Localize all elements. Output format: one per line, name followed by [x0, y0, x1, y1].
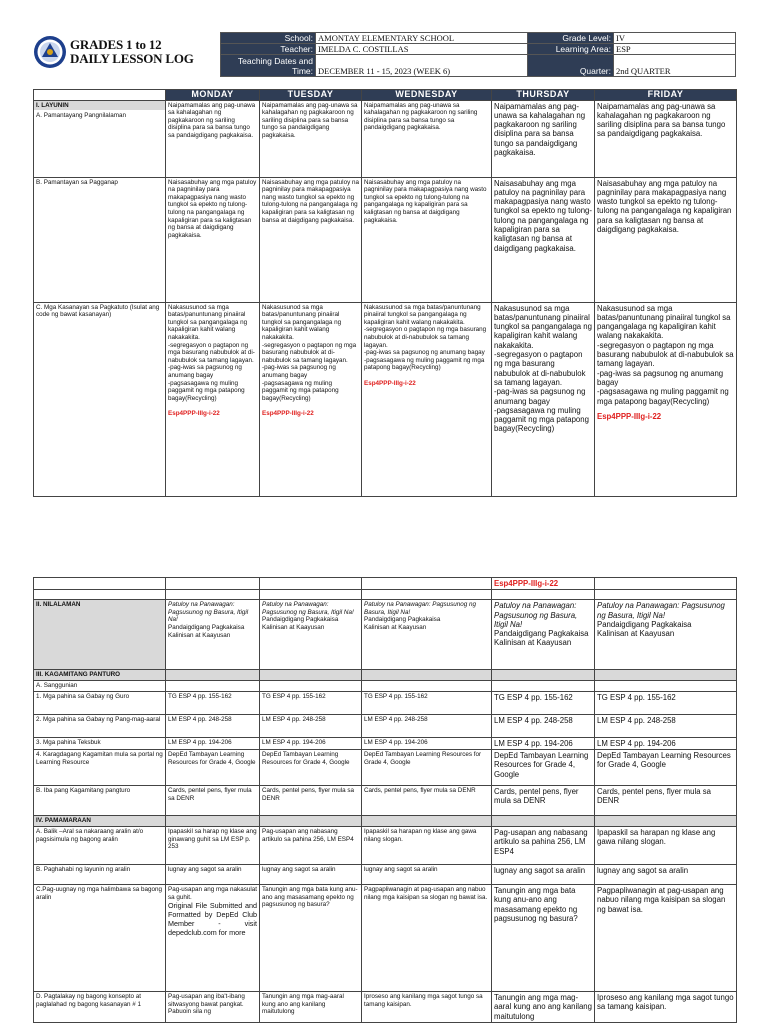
topic-subtopics: Pandaigdigang Pagkakaisa Kalinisan at Kaayusan: [168, 624, 245, 639]
cell-thursday: lugnay ang sagot sa aralin: [492, 865, 595, 885]
teacher-value: IMELDA C. COSTILLAS: [316, 44, 528, 55]
topic-title: Patuloy na Panawagan: Pagsusunog ng Basura, Itigil Na!: [597, 601, 725, 620]
learning-competencies-row: [34, 302, 737, 496]
topic-title: Patuloy na Panawagan: Pagsusunog ng Basura, Itigil Na!: [168, 601, 249, 624]
topic-subtopics: Pandaigdigang Pagkakaisa Kalinisan at Kaayusan: [494, 629, 589, 648]
cell-friday: Ipapaskil sa harapan ng klase ang gawa nilang slogan.: [595, 827, 737, 865]
cell-blank: [34, 578, 166, 590]
topic-subtopics: Pandaigdigang Pagkakaisa Kalinisan at Kaayusan: [597, 619, 692, 639]
cell-tuesday: Cards, pentel pens, flyer mula sa DENR: [260, 786, 362, 816]
cell-monday: Naisasabuhay ang mga patuloy na pagninilay para makapagpasiya nang wasto tungkol sa epekto ng tulong-tulong na pangangalaga ng kapaligiran para sa kaligtasan ng bansa at daigdigang pagkakaisa.: [166, 177, 260, 302]
teacher-label: Teacher:: [221, 44, 316, 55]
grade-label: Grade Level:: [528, 33, 614, 44]
cell-blank: [595, 670, 737, 681]
cell-wednesday: Naisasabuhay ang mga patuloy na pagninilay para makapagpasiya nang wasto tungkol sa epekto ng tulong-tulong na pangangalaga ng kapaligiran para sa kaligtasan ng bansa at daigdigang pagkakaisa.: [362, 177, 492, 302]
info-table: [220, 32, 736, 77]
cell-monday: Pag-usapan ang iba't-ibang sitwasyong bawat pangkat. Pabuoin sila ng: [166, 992, 260, 1023]
cell-wednesday: lugnay ang sagot sa aralin: [362, 865, 492, 885]
content-procedure-table: [33, 577, 737, 1023]
competency-code: Esp4PPP-IIIg-i-22: [262, 410, 314, 418]
objectives-table: [33, 89, 737, 497]
cell-thursday: Naisasabuhay ang mga patuloy na pagninilay para makapagpasiya nang wasto tungkol sa epekto ng tulong-tulong na pangangalaga ng kapaligiran para sa kaligtasan ng bansa at daigdigang pagkakaisa.: [492, 177, 595, 302]
examples-row: [34, 885, 737, 992]
competencies-text: Nakasusunod sa mga batas/panuntunang pinaiiral tungkol sa pangangalaga ng kapaligiran kahit walang nakakakita. -segregasyon o pagtapon ng mga basurang nabubulok at di-nabubulok sa tamang lagayan. -pag-iwas sa pagsunog ng anumang bagay -pagsasagawa ng muling paggamit ng mga patapong bagay(Recycling): [364, 303, 487, 372]
cell-blank: [362, 670, 492, 681]
cell-friday: LM ESP 4 pp. 248-258: [595, 714, 737, 737]
other-materials-row: [34, 786, 737, 816]
discussion-row: [34, 992, 737, 1023]
cell-friday: Pagpapliwanagin at pag-usapan ang nabuo nilang mga kaisipan sa slogan ng bawat isa.: [595, 885, 737, 992]
nilalaman-row: [34, 600, 737, 670]
cell-blank: [492, 590, 595, 600]
competencies-text: Nakasusunod sa mga batas/panuntunang pinaiiral tungkol sa pangangalaga ng kapaligiran kahit walang nakakakita. -segregasyon o pagtapon ng mga basurang nabubulok at di-nabubulok sa tamang lagayan. -pag-iwas sa pagsunog ng anumang bagay -pagsasagawa ng muling paggamit ng mga patapong bagay(Recycling): [597, 303, 734, 406]
title-line-2: DAILY LESSON LOG: [70, 51, 194, 66]
cell-monday: Cards, pentel pens, flyer mula sa DENR: [166, 786, 260, 816]
cell-blank: [492, 681, 595, 692]
day-header-monday: MONDAY: [166, 90, 260, 101]
cell-tuesday: TG ESP 4 pp. 155-162: [260, 691, 362, 714]
cell-blank: [595, 816, 737, 827]
day-header-wednesday: WEDNESDAY: [362, 90, 492, 101]
cell-blank: [595, 578, 737, 590]
cell-wednesday: Iproseso ang kanilang mga sagot tungo sa tamang kaisipan.: [362, 992, 492, 1023]
cell-blank: [362, 590, 492, 600]
teacher-guide-row: [34, 691, 737, 714]
cell-friday: lugnay ang sagot sa aralin: [595, 865, 737, 885]
label-discussion: D. Pagtalakay ng bagong konsepto at paglalahad ng bagong kasanayan # 1: [34, 992, 166, 1023]
cell-blank: [260, 670, 362, 681]
cell-wednesday: LM ESP 4 pp. 248-258: [362, 714, 492, 737]
quarter-label: Quarter:: [528, 55, 614, 77]
label-performance-standard: B. Pamantayan sa Pagganap: [34, 177, 166, 302]
cell-wednesday: Naipamamalas ang pag-unawa sa kahalagahan ng pagkakaroon ng sariling disiplina para sa bansa tungo sa pandaigdigang pagkakaisa.: [362, 100, 492, 177]
day-header-tuesday: TUESDAY: [260, 90, 362, 101]
label-sanggunian: A. Sanggunian: [34, 681, 166, 692]
topic-subtopics: Pandaigdigang Pagkakaisa Kalinisan at Kaayusan: [364, 616, 441, 632]
label-examples: C.Pag-uugnay ng mga halimbawa sa bagong aralin: [34, 885, 166, 992]
label-learner-materials: 2. Mga pahina sa Gabay ng Pang-mag-aaral: [34, 714, 166, 737]
cell-blank: [595, 590, 737, 600]
row-label: [34, 100, 166, 177]
cell-blank: [492, 816, 595, 827]
label-textbook: 3. Mga pahina Teksbuk: [34, 737, 166, 749]
cell-friday: TG ESP 4 pp. 155-162: [595, 691, 737, 714]
cell-monday: Naipamamalas ang pag-unawa sa kahalagahan ng pagkakaroon ng sariling disiplina para sa bansa tungo sa pandaigdigang pagkakaisa.: [166, 100, 260, 177]
cell-tuesday: Pag-usapan ang nabasang artikulo sa pahina 256, LM ESP4: [260, 827, 362, 865]
cell-wednesday: Pagpapliwanagin at pag-usapan ang nabuo nilang mga kaisipan sa slogan ng bawat isa.: [362, 885, 492, 992]
cell-blank: [362, 578, 492, 590]
cell-friday: Naisasabuhay ang mga patuloy na pagninilay para makapagpasiya nang wasto tungkol sa epekto ng tulong-tulong na pangangalaga ng kapaligiran para sa kaligtasan ng bansa at daigdigang pagkakaisa.: [595, 177, 737, 302]
lesson-log-header: [33, 32, 736, 79]
cell-thursday: [492, 302, 595, 496]
cell-blank: [492, 670, 595, 681]
cell-tuesday: [260, 302, 362, 496]
cell-blank: [166, 681, 260, 692]
cell-thursday: Tanungin ang mga mag-aaral kung ano ang kanilang maitutulong: [492, 992, 595, 1023]
pamamaraan-row: [34, 816, 737, 827]
cell-thursday: Tanungin ang mga bata kung anu-ano ang masasamang epekto ng pagsusunog ng basura?: [492, 885, 595, 992]
cell-friday: DepEd Tambayan Learning Resources for Grade 4, Google: [595, 750, 737, 786]
label-learning-competencies: C. Mga Kasanayan sa Pagkatuto (Isulat ang code ng bawat kasanayan): [34, 302, 166, 496]
cell-blank: [362, 681, 492, 692]
cell-monday: [166, 600, 260, 670]
examples-text: Pag-usapan ang mga nakasulat sa guhit.: [168, 886, 257, 901]
quarter-value: 2nd QUARTER: [614, 55, 736, 77]
cell-tuesday: LM ESP 4 pp. 248-258: [260, 714, 362, 737]
label-learning-resource: 4. Karagdagang Kagamitan mula sa portal ng Learning Resource: [34, 750, 166, 786]
cell-thursday: Cards, pentel pens, flyer mula sa DENR: [492, 786, 595, 816]
performance-standard-row: [34, 177, 737, 302]
cell-tuesday: Naipamamalas ang pag-unawa sa kahalagahan ng pagkakaroon ng sariling disiplina para sa bansa tungo sa pandaigdigang pagkakaisa.: [260, 100, 362, 177]
cell-friday: [595, 302, 737, 496]
cell-monday: TG ESP 4 pp. 155-162: [166, 691, 260, 714]
section-kagamitan: III. KAGAMITANG PANTURO: [34, 670, 166, 681]
cell-blank: [260, 681, 362, 692]
textbook-row: [34, 737, 737, 749]
cell-wednesday: DepEd Tambayan Learning Resources for Grade 4, Google: [362, 750, 492, 786]
cell-blank: [166, 816, 260, 827]
label-other-materials: B. Iba pang Kagamitang pangturo: [34, 786, 166, 816]
kagamitan-row: [34, 670, 737, 681]
source-note: Original File Submitted and Formatted by DepEd Club Member - visit depedclub.com for more: [168, 901, 257, 938]
cell-monday: LM ESP 4 pp. 248-258: [166, 714, 260, 737]
cell-friday: [595, 600, 737, 670]
topic-subtopics: Pandaigdigang Pagkakaisa Kalinisan at Kaayusan: [262, 616, 339, 632]
cell-tuesday: Tanungin ang mga mag-aaral kung ano ang kanilang maitutulong: [260, 992, 362, 1023]
cell-wednesday: [362, 302, 492, 496]
cell-blank: [595, 681, 737, 692]
topic-title: Patuloy na Panawagan: Pagsusunog ng Basura, Itigil Na!: [262, 601, 354, 616]
section-layunin: I. LAYUNIN: [34, 101, 165, 111]
purpose-row: [34, 865, 737, 885]
review-row: [34, 827, 737, 865]
cell-thursday: DepEd Tambayan Learning Resources for Grade 4, Google: [492, 750, 595, 786]
learning-area-label: Learning Area:: [528, 44, 614, 55]
cell-monday: DepEd Tambayan Learning Resources for Grade 4, Google: [166, 750, 260, 786]
competencies-text: Nakasusunod sa mga batas/panuntunang pinaiiral tungkol sa pangangalaga ng kapaligiran kahit walang nakakakita. -segregasyon o pagtapon ng mga basurang nabubulok at di-nabubulok sa tamang lagayan. -pag-iwas sa pagsunog ng anumang bagay -pagsasagawa ng muling paggamit ng mga patapong bagay(Recycling): [168, 303, 255, 402]
learner-materials-row: [34, 714, 737, 737]
cell-blank: [260, 578, 362, 590]
cell-tuesday: Naisasabuhay ang mga patuloy na pagninilay para makapagpasiya nang wasto tungkol sa epekto ng tulong-tulong na pangangalaga ng kapaligiran para sa kaligtasan ng bansa at daigdigang pagkakaisa.: [260, 177, 362, 302]
spacer-row: [34, 590, 737, 600]
document-title: [70, 38, 194, 66]
cell-monday: lugnay ang sagot sa aralin: [166, 865, 260, 885]
dates-label-line-2: Time:: [292, 65, 313, 76]
cell-thursday-code: Esp4PPP-IIIg-i-22: [492, 578, 595, 590]
learning-area-value: ESP: [614, 44, 736, 55]
cell-wednesday: Ipapaskil sa harapan ng klase ang gawa nilang slogan.: [362, 827, 492, 865]
school-value: AMONTAY ELEMENTARY SCHOOL: [316, 33, 528, 44]
dates-value: DECEMBER 11 - 15, 2023 (WEEK 6): [316, 55, 528, 77]
content-standard-row: [34, 100, 737, 177]
day-header-blank: [34, 90, 166, 101]
cell-tuesday: lugnay ang sagot sa aralin: [260, 865, 362, 885]
cell-thursday: [492, 600, 595, 670]
cell-thursday: Naipamamalas ang pag-unawa sa kahalagahan ng pagkakaroon ng sariling disiplina para sa bansa tungo sa pandaigdigang pagkakaisa.: [492, 100, 595, 177]
cell-blank: [166, 578, 260, 590]
cell-wednesday: Cards, pentel pens, flyer mula sa DENR: [362, 786, 492, 816]
cell-monday: [166, 302, 260, 496]
title-line-1: GRADES 1 to 12: [70, 37, 162, 52]
day-header-row: [34, 90, 737, 101]
cell-tuesday: Tanungin ang mga bata kung anu-ano ang masasamang epekto ng pagsusunog ng basura?: [260, 885, 362, 992]
dates-label: [221, 55, 316, 77]
cell-thursday: LM ESP 4 pp. 194-206: [492, 737, 595, 749]
cell-thursday: TG ESP 4 pp. 155-162: [492, 691, 595, 714]
dates-label-line-1: Teaching Dates and: [237, 55, 313, 66]
school-label: School:: [221, 33, 316, 44]
cell-wednesday: TG ESP 4 pp. 155-162: [362, 691, 492, 714]
label-content-standard: A. Pamantayang Pangnilalaman: [36, 112, 126, 120]
competencies-text: Nakasusunod sa mga batas/panuntunang pinaiiral tungkol sa pangangalaga ng kapaligiran kahit walang nakakakita. -segregasyon o pagtapon ng mga basurang nabubulok at di-nabubulok sa tamang lagayan. -pag-iwas sa pagsunog ng anumang bagay -pagsasagawa ng muling paggamit ng mga patapong bagay(Recycling): [494, 303, 592, 434]
cell-tuesday: LM ESP 4 pp. 194-206: [260, 737, 362, 749]
cell-tuesday: DepEd Tambayan Learning Resources for Grade 4, Google: [260, 750, 362, 786]
cell-friday: LM ESP 4 pp. 194-206: [595, 737, 737, 749]
topic-title: Patuloy na Panawagan: Pagsusunog ng Basura, Itigil Na!: [494, 601, 578, 629]
learning-resource-row: [34, 750, 737, 786]
cell-friday: Cards, pentel pens, flyer mula sa DENR: [595, 786, 737, 816]
cell-monday: [166, 885, 260, 992]
cell-blank: [362, 816, 492, 827]
section-pamamaraan: IV. PAMAMARAAN: [34, 816, 166, 827]
competency-code: Esp4PPP-IIIg-i-22: [168, 410, 220, 418]
cell-wednesday: LM ESP 4 pp. 194-206: [362, 737, 492, 749]
carryover-row: [34, 578, 737, 590]
day-header-thursday: THURSDAY: [492, 90, 595, 101]
deped-seal-icon: [33, 35, 67, 69]
cell-blank: [34, 590, 166, 600]
competency-code: Esp4PPP-IIIg-i-22: [597, 411, 662, 421]
cell-monday: Ipapaskil sa harap ng klase ang ginawang guhit sa LM ESP p. 253: [166, 827, 260, 865]
day-header-friday: FRIDAY: [595, 90, 737, 101]
cell-friday: Naipamamalas ang pag-unawa sa kahalagahan ng pagkakaroon ng sariling disiplina para sa bansa tungo sa pandaigdigang pagkakaisa.: [595, 100, 737, 177]
cell-blank: [260, 816, 362, 827]
cell-friday: Iproseso ang kanilang mga sagot tungo sa tamang kaisipan.: [595, 992, 737, 1023]
section-nilalaman: II. NILALAMAN: [34, 600, 166, 670]
label-purpose: B. Paghahabi ng layunin ng aralin: [34, 865, 166, 885]
cell-tuesday: [260, 600, 362, 670]
topic-title: Patuloy na Panawagan: Pagsusunog ng Basura, Itigil Na!: [364, 601, 477, 616]
grade-value: IV: [614, 33, 736, 44]
cell-blank: [260, 590, 362, 600]
cell-wednesday: [362, 600, 492, 670]
competencies-text: Nakasusunod sa mga batas/panuntunang pinaiiral tungkol sa pangangalaga ng kapaligiran kahit walang nakakakita. -segregasyon o pagtapon ng mga basurang nabubulok at di-nabubulok sa tamang lagayan. -pag-iwas sa pagsunog ng anumang bagay -pagsasagawa ng muling paggamit ng mga patapong bagay(Recycling): [262, 303, 357, 402]
competency-code: Esp4PPP-IIIg-i-22: [364, 379, 416, 387]
label-review: A. Balik –Aral sa nakaraang aralin at/o pagsisimula ng bagong aralin: [34, 827, 166, 865]
cell-thursday: Pag-usapan ang nabasang artikulo sa pahina 256, LM ESP4: [492, 827, 595, 865]
cell-thursday: LM ESP 4 pp. 248-258: [492, 714, 595, 737]
cell-blank: [166, 590, 260, 600]
cell-monday: LM ESP 4 pp. 194-206: [166, 737, 260, 749]
cell-blank: [166, 670, 260, 681]
label-teacher-guide: 1. Mga pahina sa Gabay ng Guro: [34, 691, 166, 714]
sanggunian-row: [34, 681, 737, 692]
